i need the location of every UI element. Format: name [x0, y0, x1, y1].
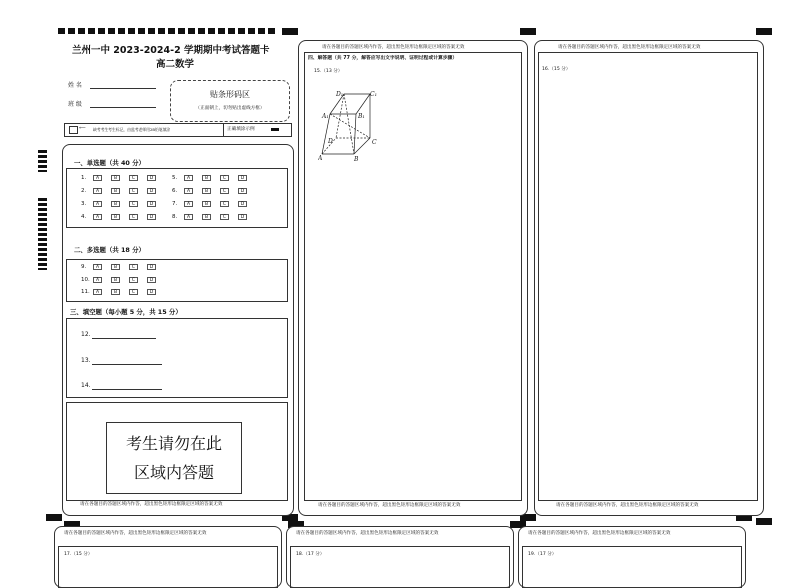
q17-label: 17.（15 分） [64, 552, 93, 557]
option-bubble[interactable]: C [129, 188, 138, 194]
choice-row [81, 213, 165, 221]
single-choice-title: 一、单选题（共 40 分） [74, 159, 145, 167]
option-bubble[interactable]: C [129, 201, 138, 207]
fill-blank-q14 [81, 382, 91, 390]
fill-blank-answer-12[interactable] [92, 338, 156, 339]
timing-marks-bottom [38, 198, 47, 270]
no-answer-box [106, 422, 242, 494]
edge [336, 94, 344, 138]
choice-row [172, 174, 256, 182]
option-bubble[interactable]: D [238, 214, 247, 220]
choice-row [172, 213, 256, 221]
notice-right-bottom: 请在各题目的答题区域内作答，超出黑色矩形边框限定区域的答案无效 [556, 503, 699, 508]
option-bubble[interactable]: D [147, 289, 156, 295]
corner-mark [756, 518, 772, 525]
absent-checkbox[interactable] [69, 126, 78, 134]
absent-row [64, 123, 292, 137]
q18-label: 18.（17 分） [296, 552, 325, 557]
option-bubble[interactable]: B [111, 289, 120, 295]
option-bubble[interactable]: A [93, 277, 102, 283]
no-answer-line-1: 考生请勿在此 [125, 434, 222, 453]
edge [356, 94, 370, 114]
notice-page2-3: 请在各题目的答题区域内作答，超出黑色矩形边框限定区域的答案无效 [528, 531, 671, 536]
arrow-icon: ⟵ [79, 126, 86, 131]
option-bubble[interactable]: C [129, 277, 138, 283]
edge [322, 114, 330, 154]
option-bubble[interactable]: C [220, 175, 229, 181]
fill-blank-q12 [81, 331, 91, 339]
option-bubble[interactable]: A [184, 201, 193, 207]
choice-row [81, 187, 165, 195]
choice-row [81, 263, 165, 271]
option-bubble[interactable]: C [129, 289, 138, 295]
option-bubble[interactable]: D [238, 188, 247, 194]
choice-row [172, 187, 256, 195]
fill-blank-q13 [81, 357, 91, 365]
option-bubble[interactable]: B [202, 201, 211, 207]
notice-right-top: 请在各题目的答题区域内作答，超出黑色矩形边框限定区域的答案无效 [558, 45, 701, 50]
q16-label: 16.（15 分） [542, 67, 571, 72]
class-field[interactable] [90, 107, 156, 108]
q16-answer-box[interactable] [538, 52, 758, 501]
prism-figure [318, 88, 382, 164]
question-number: 8. [172, 214, 178, 220]
option-bubble[interactable]: B [202, 214, 211, 220]
edge [344, 94, 354, 154]
choice-row [172, 200, 256, 208]
option-bubble[interactable]: D [147, 264, 156, 270]
fill-example-label: 正确填涂示例 [227, 127, 255, 132]
option-bubble[interactable]: D [147, 277, 156, 283]
option-bubble[interactable]: B [111, 264, 120, 270]
class-label: 班 级 [68, 101, 82, 108]
option-bubble[interactable]: A [93, 289, 102, 295]
option-bubble[interactable]: A [93, 175, 102, 181]
question-number: 10. [81, 276, 90, 283]
option-bubble[interactable]: A [184, 214, 193, 220]
vertex-label: C₁ [370, 91, 377, 98]
no-answer-line-2: 区域内答题 [133, 463, 214, 482]
corner-mark [282, 28, 298, 35]
option-bubble[interactable]: C [129, 175, 138, 181]
option-bubble[interactable]: C [129, 214, 138, 220]
option-bubble[interactable]: A [93, 264, 102, 270]
question-number: 9. [81, 264, 87, 270]
option-bubble[interactable]: B [111, 277, 120, 283]
divider [223, 124, 224, 136]
corner-mark [46, 514, 62, 521]
question-number: 1. [81, 175, 87, 181]
timing-marks-top [38, 150, 47, 172]
vertex-label: D₁ [336, 91, 344, 98]
question-number: 2. [81, 188, 87, 194]
option-bubble[interactable]: D [147, 188, 156, 194]
option-bubble[interactable]: B [202, 175, 211, 181]
fill-blank-answer-14[interactable] [92, 389, 162, 390]
notice-page2-2: 请在各题目的答题区域内作答，超出黑色矩形边框限定区域的答案无效 [296, 531, 439, 536]
option-bubble[interactable]: A [184, 188, 193, 194]
absent-note: 缺考考生考生标记，由监考老师用2B铅笔填涂 [93, 127, 171, 132]
choice-row [81, 276, 165, 284]
question-number: 11. [81, 289, 90, 295]
vertex-label: A [318, 155, 323, 162]
corner-mark [520, 28, 536, 35]
option-bubble[interactable]: D [238, 175, 247, 181]
edge [354, 138, 370, 154]
vertex-label: D [328, 138, 333, 145]
option-bubble[interactable]: D [147, 175, 156, 181]
question-number: 3. [81, 201, 87, 207]
q19-label: 19.（17 分） [528, 552, 557, 557]
name-label: 姓 名 [68, 82, 82, 89]
fill-blank-box [66, 318, 288, 398]
question-number: 13. [81, 357, 91, 364]
barcode-note: （正面朝上，切勿贴出虚线方框） [195, 106, 265, 111]
option-bubble[interactable]: D [147, 201, 156, 207]
vertex-label: B₁ [358, 113, 365, 120]
sheet-title: 兰州一中 2023-2024-2 学期期中考试答题卡 [72, 45, 270, 56]
option-bubble[interactable]: C [220, 214, 229, 220]
question-number: 6. [172, 188, 178, 194]
multi-choice-title: 二、多选题（共 18 分） [74, 246, 145, 254]
fill-blank-answer-13[interactable] [92, 364, 162, 365]
option-bubble[interactable]: B [111, 201, 120, 207]
choice-row [81, 200, 165, 208]
choice-row [81, 174, 165, 182]
option-bubble[interactable]: C [129, 264, 138, 270]
question-number: 7. [172, 201, 178, 207]
option-bubble[interactable]: C [220, 201, 229, 207]
option-bubble[interactable]: A [93, 214, 102, 220]
section4-title: 四、解答题（共 77 分，解答应写出文字说明、证明过程或计算步骤） [308, 56, 458, 61]
fill-blank-title: 三、填空题（每小题 5 分，共 15 分） [70, 308, 182, 316]
edge [354, 114, 356, 154]
question-number: 14. [81, 382, 91, 389]
subject-title: 高二数学 [156, 59, 195, 70]
option-bubble[interactable]: A [93, 188, 102, 194]
question-number: 5. [172, 175, 178, 181]
vertex-label: C [372, 139, 377, 146]
option-bubble[interactable]: B [111, 175, 120, 181]
top-marker-strip [58, 28, 278, 34]
vertex-label: B [354, 156, 359, 163]
q15-label: 15.（13 分） [314, 69, 343, 74]
option-bubble[interactable]: B [202, 188, 211, 194]
barcode-area[interactable] [170, 80, 290, 122]
corner-mark [756, 28, 772, 35]
option-bubble[interactable]: A [184, 175, 193, 181]
choice-row [81, 288, 165, 296]
notice-middle-top: 请在各题目的答题区域内作答，超出黑色矩形边框限定区域的答案无效 [322, 45, 465, 50]
option-bubble[interactable]: A [93, 201, 102, 207]
option-bubble[interactable]: C [220, 188, 229, 194]
notice-middle-bottom: 请在各题目的答题区域内作答，超出黑色矩形边框限定区域的答案无效 [318, 503, 461, 508]
option-bubble[interactable]: D [147, 214, 156, 220]
fill-example-mark [271, 128, 279, 131]
vertex-label: A₁ [322, 113, 329, 120]
option-bubble[interactable]: B [111, 214, 120, 220]
notice-left-bottom: 请在各题目的答题区域内作答，超出黑色矩形边框限定区域的答案无效 [80, 502, 223, 507]
name-field[interactable] [90, 88, 156, 89]
notice-page2-1: 请在各题目的答题区域内作答，超出黑色矩形边框限定区域的答案无效 [64, 531, 207, 536]
question-number: 12. [81, 331, 91, 338]
option-bubble[interactable]: B [111, 188, 120, 194]
question-number: 4. [81, 214, 87, 220]
option-bubble[interactable]: D [238, 201, 247, 207]
barcode-title: 贴条形码区 [210, 90, 250, 99]
no-answer-zone [66, 402, 288, 501]
